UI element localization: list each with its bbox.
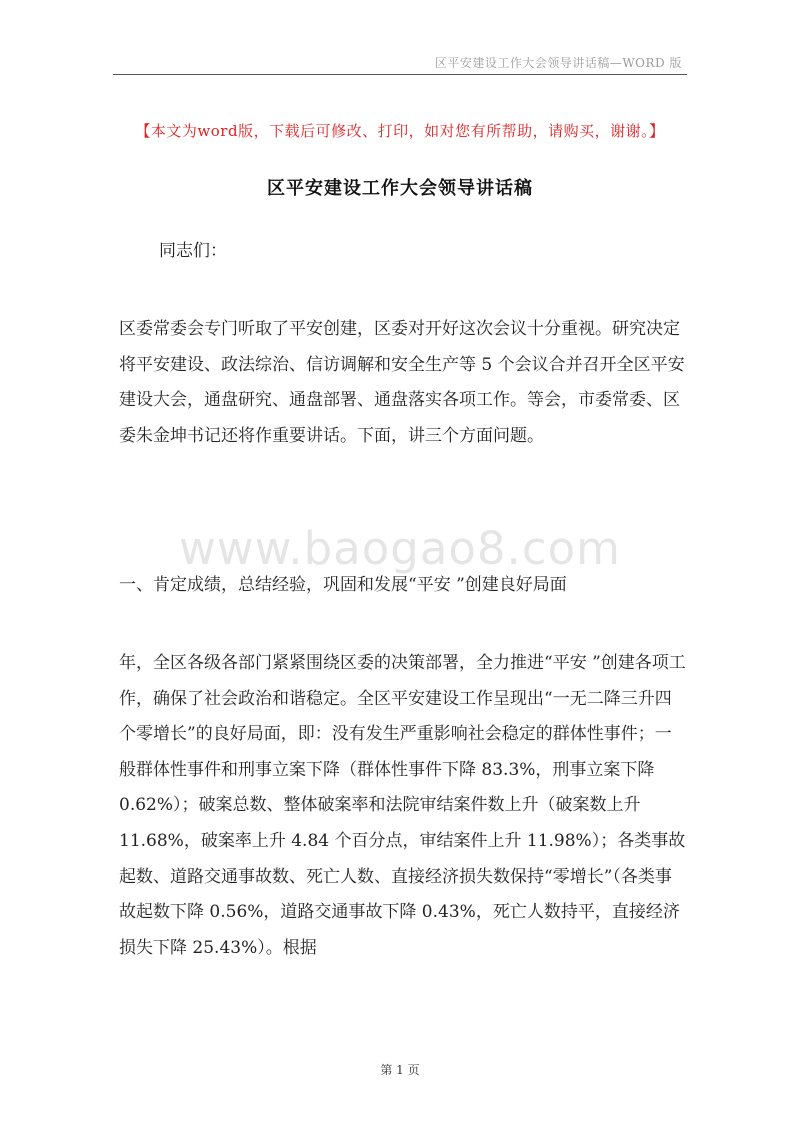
section-heading-1: 一、肯定成绩，总结经验，巩固和发展“平安 ”创建良好局面 <box>119 575 567 595</box>
greeting: 同志们： <box>159 241 227 261</box>
paragraph-intro: 区委常委会专门听取了平安创建，区委对开好这次会议十分重视。研究决定将平安建设、政法综治、信访调解和安全生产等 5 个会议合并召开全区平安建设大会，通盘研究、通盘部署、通盘落实各项工作。等会，市委常委、区委朱金坤书记还将作重要讲话。下面，讲三个方面问题。 <box>119 319 685 446</box>
document-title: 区平安建设工作大会领导讲话稿 <box>267 178 533 199</box>
header-divider <box>113 74 687 75</box>
page-number: 第 1 页 <box>380 1063 420 1077</box>
watermark: www.baogao8.com <box>179 522 621 575</box>
purchase-notice: 【本文为word版，下载后可修改、打印，如对您有所帮助，请购买，谢谢。】 <box>135 122 665 140</box>
running-header: 区平安建设工作大会领导讲话稿—WORD 版 <box>434 56 682 70</box>
paragraph-achievements: 年，全区各级各部门紧紧围绕区委的决策部署，全力推进“平安 ”创建各项工作，确保了社会政治和谐稳定。全区平安建设工作呈现出“一无二降三升四个零增长”的良好局面，即：没有发生严重影响社会稳定的群体性事件；一般群体性事件和刑事立案下降（群体性事件下降 83.3%，刑事立案下降 0.62%）；破案总数、整体破案率和法院审结案件数上升（破案数上升 11.68%，破案率上升 4.84 个百分点，审结案件上升 11.98%）；各类事故起数、道路交通事故数、死亡人数、直接经济损失数保持“零增长”（各类事故起数下降 0.56%，道路交通事故下降 0.43%，死亡人数持平，直接经济损失下降 25.43%）。根据 <box>119 653 686 958</box>
